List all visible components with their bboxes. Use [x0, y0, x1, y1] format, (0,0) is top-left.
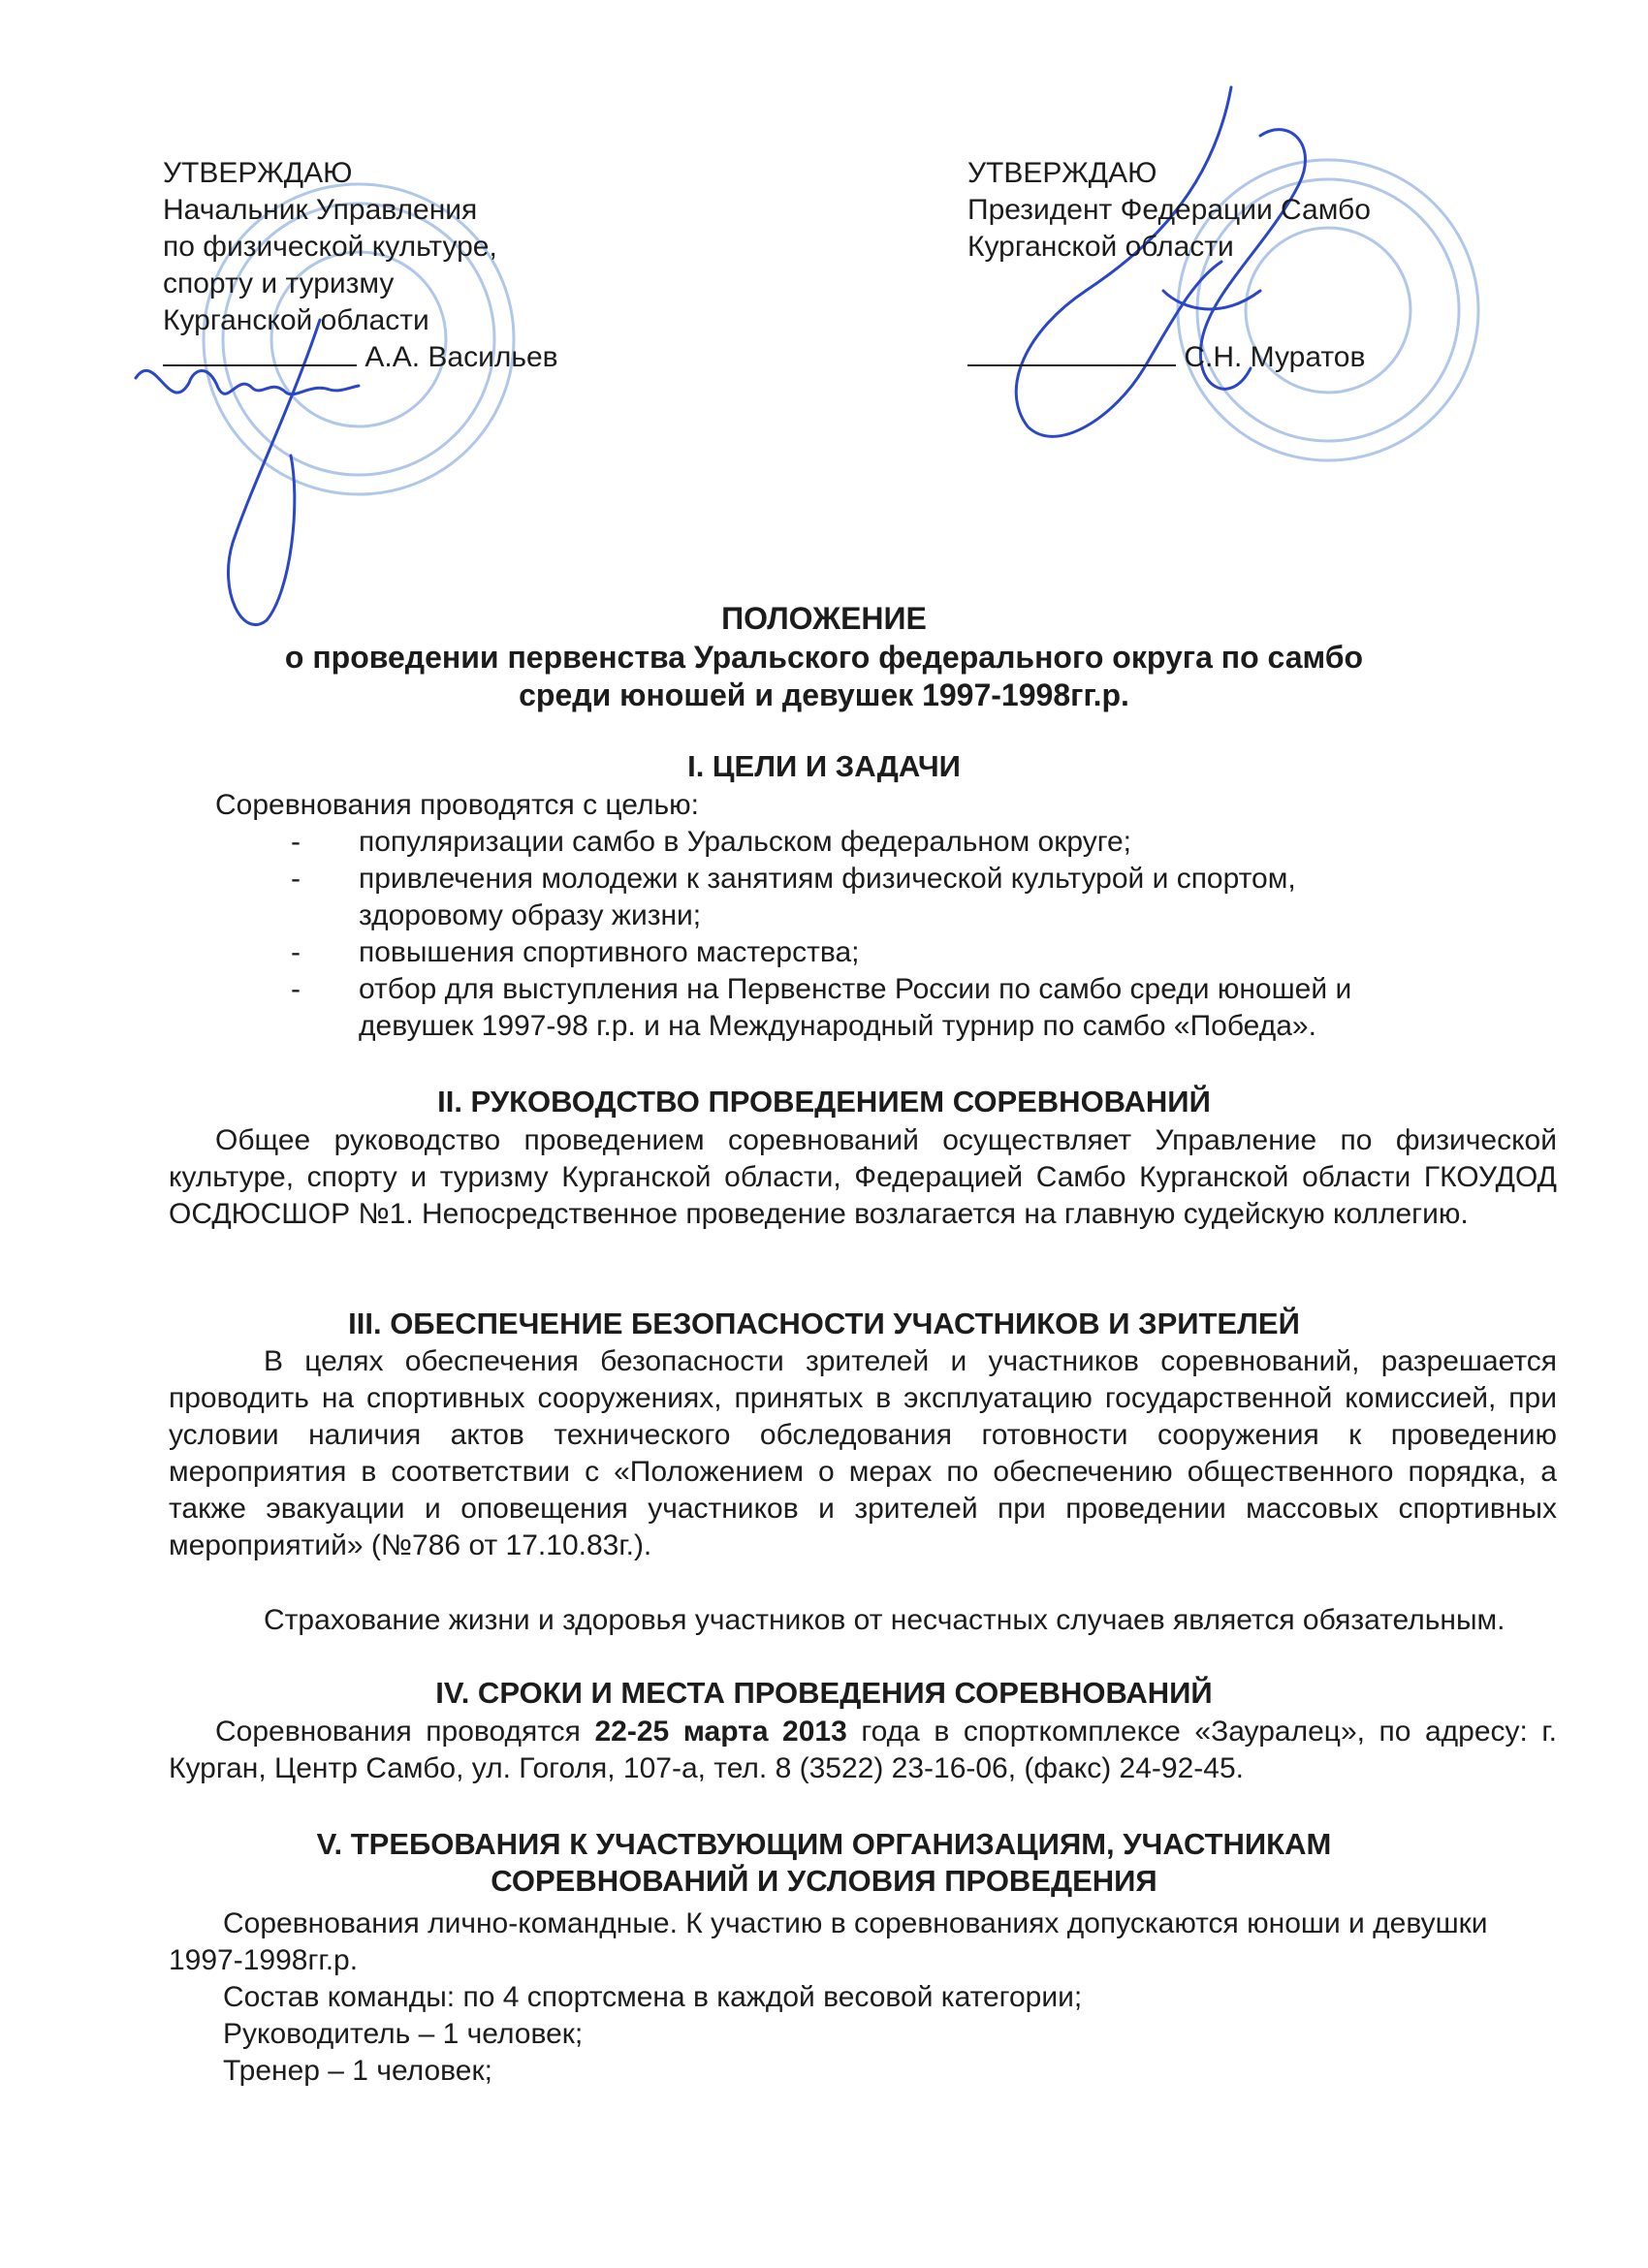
section-3-heading: III. ОБЕСПЕЧЕНИЕ БЕЗОПАСНОСТИ УЧАСТНИКОВ И ЗРИТЕЛЕЙ [348, 1307, 1300, 1340]
signature-line [163, 339, 357, 366]
approve-line: спорту и туризму [163, 268, 395, 299]
approve-line: Президент Федерации Самбо [967, 194, 1371, 226]
section-4-text [169, 1714, 1557, 1787]
section-5-text1: Соревнования лично-командные. К участию в соревнованиях допускаются юноши и девушки 1997-1998гг.р. [169, 1907, 1488, 1976]
section-1-list [291, 824, 1522, 1045]
list-item-text: отбор для выступления на Первенстве России по самбо среди юношей и [359, 973, 1352, 1005]
section-5-heading-line1: V. ТРЕБОВАНИЯ К УЧАСТВУЮЩИМ ОРГАНИЗАЦИЯМ, УЧАСТНИКАМ [316, 1827, 1332, 1861]
section-3-text2: Страхование жизни и здоровья участников от несчастных случаев является обязательным. [264, 1604, 1505, 1636]
section-2-text: Общее руководство проведением соревнований осуществляет Управление по физической культуре, спорту и туризму Курганской области, Федерацией Самбо Курганской области ГКОУДОД ОСДЮСШОР №1. Непосредственное проведение возлагается на главную судейскую коллегию. [169, 1124, 1557, 1230]
section-2-heading: II. РУКОВОДСТВО ПРОВЕДЕНИЕМ СОРЕВНОВАНИЙ [437, 1085, 1211, 1118]
list-item: - повышения спортивного мастерства; [291, 936, 860, 968]
signatory-name: С.Н. Муратов [1184, 341, 1366, 373]
section-1-heading: I. ЦЕЛИ И ЗАДАЧИ [687, 749, 961, 783]
list-item-text: здоровому образу жизни; [359, 899, 702, 931]
signature-line [967, 339, 1176, 366]
list-item: - привлечения молодежи к занятиям физической культурой и спортом, здоровому образу жизни; [291, 863, 1296, 931]
section-5-text3: Руководитель – 1 человек; [223, 2018, 584, 2050]
approve-line: Курганской области [967, 231, 1234, 263]
list-item: - популяризации самбо в Уральском федеральном округе; [291, 826, 1132, 858]
list-item: - отбор для выступления на Первенстве России по самбо среди юношей и девушек 1997-98 г.р. и на Международный турнир по самбо «Победа». [291, 973, 1352, 1042]
section-5-text2: Состав команды: по 4 спортсмена в каждой весовой категории; [223, 1981, 1083, 2013]
list-item-text: популяризации самбо в Уральском федеральном округе; [359, 826, 1132, 858]
approval-block-right [967, 155, 1371, 376]
section-1-intro: Соревнования проводятся с целью: [215, 789, 699, 821]
approve-line: по физической культуре, [163, 231, 497, 263]
approve-line: Курганской области [163, 304, 429, 336]
document-title: ПОЛОЖЕНИЕ [721, 601, 927, 636]
approve-heading: УТВЕРЖДАЮ [163, 157, 353, 189]
document-subtitle-line2: среди юношей и девушек 1997-1998гг.р. [519, 677, 1129, 712]
section-5-heading-line2: СОРЕВНОВАНИЙ И УСЛОВИЯ ПРОВЕДЕНИЯ [491, 1864, 1157, 1898]
section-5-text4: Тренер – 1 человек; [223, 2055, 492, 2087]
signatory-name: А.А. Васильев [364, 341, 558, 373]
list-item-text: привлечения молодежи к занятиям физической культурой и спортом, [359, 863, 1296, 895]
section-3-text1: В целях обеспечения безопасности зрителей и участников соревнований, разрешается проводить на спортивных сооружениях, принятых в эксплуатацию государственной комиссией, при условии наличия актов технического обследования готовности сооружения к проведению мероприятия в соответствии с «Положением о мерах по обеспечению общественного порядка, а также эвакуации и оповещения участников и зрителей при проведении массовых спортивных мероприятий» (№786 от 17.10.83г.). [169, 1345, 1557, 1561]
section-4-text-part: года в спорткомплексе «Зауралец», по адресу: г. Курган, Центр Самбо, ул. Гоголя, 107-а, тел. 8 (3522) 23-16-06, (факс) 24-92-45. [169, 1716, 1558, 1784]
approve-line: Начальник Управления [163, 194, 478, 226]
list-item-text: повышения спортивного мастерства; [359, 936, 860, 968]
document-subtitle-line1: о проведении первенства Уральского федерального округа по самбо [284, 640, 1364, 675]
section-4-text-part: Соревнования проводятся [215, 1716, 595, 1748]
list-item-text: девушек 1997-98 г.р. и на Международный турнир по самбо «Победа». [359, 1010, 1316, 1042]
approve-heading: УТВЕРЖДАЮ [967, 157, 1157, 189]
approval-block-left [163, 155, 558, 376]
section-4-heading: IV. СРОКИ И МЕСТА ПРОВЕДЕНИЯ СОРЕВНОВАНИЙ [435, 1676, 1213, 1710]
section-4-dates: 22-25 марта 2013 [594, 1716, 847, 1748]
